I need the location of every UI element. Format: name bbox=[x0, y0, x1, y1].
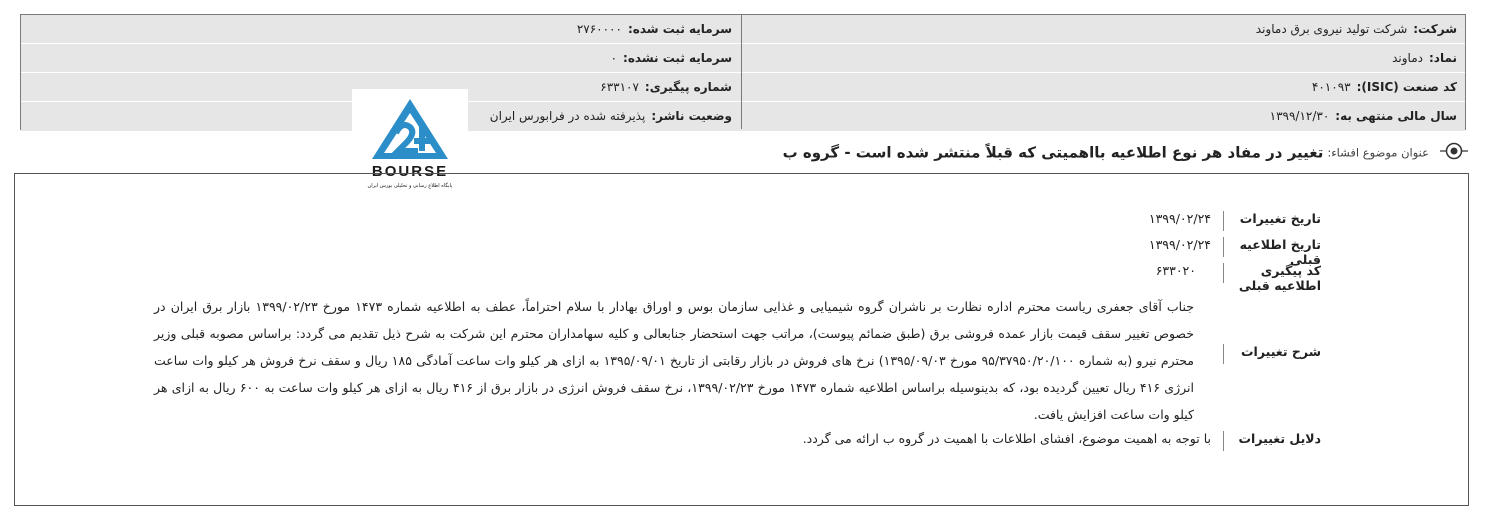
prev-date-label: تاریخ اطلاعیه قبلی bbox=[1223, 237, 1321, 257]
prev-code-value: ۶۳۳۰۲۰ bbox=[1155, 263, 1196, 278]
company-cell bbox=[1256, 15, 1457, 43]
fiscal-value: ۱۳۹۹/۱۲/۳۰ bbox=[1269, 109, 1330, 123]
info-row-2 bbox=[21, 44, 1465, 73]
symbol-value: دماوند bbox=[1392, 51, 1423, 65]
prev-code-row bbox=[921, 263, 1321, 293]
symbol-cell bbox=[1392, 44, 1457, 72]
capital-unregistered-value: ۰ bbox=[610, 51, 618, 65]
capital-registered-cell bbox=[577, 15, 732, 43]
info-row-4 bbox=[21, 102, 1465, 131]
column-divider bbox=[741, 15, 742, 129]
company-label: شرکت: bbox=[1413, 22, 1457, 36]
fiscal-cell bbox=[1270, 102, 1457, 130]
isic-label: کد صنعت (ISIC): bbox=[1356, 80, 1457, 94]
change-date-row bbox=[921, 211, 1321, 231]
tracking-value: ۶۳۳۱۰۷ bbox=[600, 80, 639, 94]
capital-unregistered-label: سرمایه ثبت نشده: bbox=[623, 51, 732, 65]
company-info-table bbox=[20, 14, 1466, 130]
info-row-3 bbox=[21, 73, 1465, 102]
status-label: وضعیت ناشر: bbox=[651, 109, 732, 123]
tracking-label: شماره پیگیری: bbox=[644, 80, 732, 94]
logo-text: BOURSE bbox=[371, 163, 449, 180]
target-icon bbox=[1439, 141, 1469, 164]
change-date-label: تاریخ تغییرات bbox=[1223, 211, 1321, 231]
reasons-label: دلایل تغییرات bbox=[1223, 431, 1321, 451]
symbol-label: نماد: bbox=[1428, 51, 1457, 65]
capital-registered-value: ۲۷۶۰۰۰۰ bbox=[576, 22, 622, 36]
prev-date-value: ۱۳۹۹/۰۲/۲۴ bbox=[1148, 237, 1211, 252]
description-label: شرح تغییرات bbox=[1223, 344, 1321, 364]
company-value: شرکت تولید نیروی برق دماوند bbox=[1255, 22, 1408, 36]
disclosure-title: تغییر در مفاد هر نوع اطلاعیه بااهمیتی که قبلاً منتشر شده است - گروه ب bbox=[782, 143, 1324, 162]
capital-unregistered-cell bbox=[611, 44, 732, 72]
reasons-row bbox=[121, 431, 1321, 451]
tracking-cell bbox=[600, 73, 732, 101]
capital-registered-label: سرمایه ثبت شده: bbox=[627, 22, 732, 36]
isic-value: ۴۰۱۰۹۳ bbox=[1311, 80, 1351, 94]
info-row-1 bbox=[21, 15, 1465, 44]
status-value: پذیرفته شده در فرابورس ایران bbox=[489, 109, 646, 123]
status-cell bbox=[490, 102, 732, 130]
fiscal-label: سال مالی منتهی به: bbox=[1335, 109, 1457, 123]
isic-cell bbox=[1312, 73, 1457, 101]
description-label-cell bbox=[1211, 344, 1321, 364]
change-date-value: ۱۳۹۹/۰۲/۲۴ bbox=[1148, 211, 1211, 226]
prev-date-row bbox=[921, 237, 1321, 267]
disclosure-content bbox=[14, 173, 1469, 506]
logo-subtext: پایگاه اطلاع رسانی و تحلیلی بورس ایران bbox=[367, 183, 453, 189]
title-caption: عنوان موضوع افشاء: bbox=[1327, 145, 1430, 160]
reasons-text: با توجه به اهمیت موضوع، افشای اطلاعات با اهمیت در گروه ب ارائه می گردد. bbox=[802, 431, 1211, 446]
description-text: جناب آقای جعفری ریاست محترم اداره نظارت بر ناشران گروه شیمیایی و غذایی سازمان بوس و اوراق بهادار با سلام احتراماً، عطف به اطلاعیه شماره ۱۴۷۳ مورخ ۱۳۹۹/۰۲/۲۳ بازار برق ایران در خصوص تغییر سقف قیمت بازار عمده فروشی برق (طبق ضمائم پیوست)، مراتب جهت استحضار جنابعالی و کلیه سهامداران محترم این شرکت به شرح ذیل تقدیم می گردد: براساس مصوبه قبلی وزیر محترم نیرو (به شماره ۹۵/۳۷۹۵۰/۲۰/۱۰۰ مورخ ۱۳۹۵/۰۹/۰۳) نرخ های فروش در بازار رقابتی از تاریخ ۱۳۹۵/۰۹/۰۱ به ازای هر کیلو وات ساعت آمادگی ۱۸۵ ریال و سقف نرخ فروش هر کیلو وات ساعت انرژی ۴۱۶ ریال تعیین گردیده بود، که بدینوسیله براساس اطلاعیه شماره ۱۴۷۳ مورخ ۱۳۹۹/۰۲/۲۳، نرخ سقف فروش انرژی در بازار برق از ۴۱۶ ریال به ازای هر کیلو وات ساعت به ۶۰۰ ریال به ازای هر کیلو وات ساعت افزایش یافت. bbox=[154, 299, 1194, 422]
prev-code-label: کد پیگیری اطلاعیه قبلی bbox=[1223, 263, 1321, 283]
disclosure-title-line bbox=[783, 141, 1469, 165]
